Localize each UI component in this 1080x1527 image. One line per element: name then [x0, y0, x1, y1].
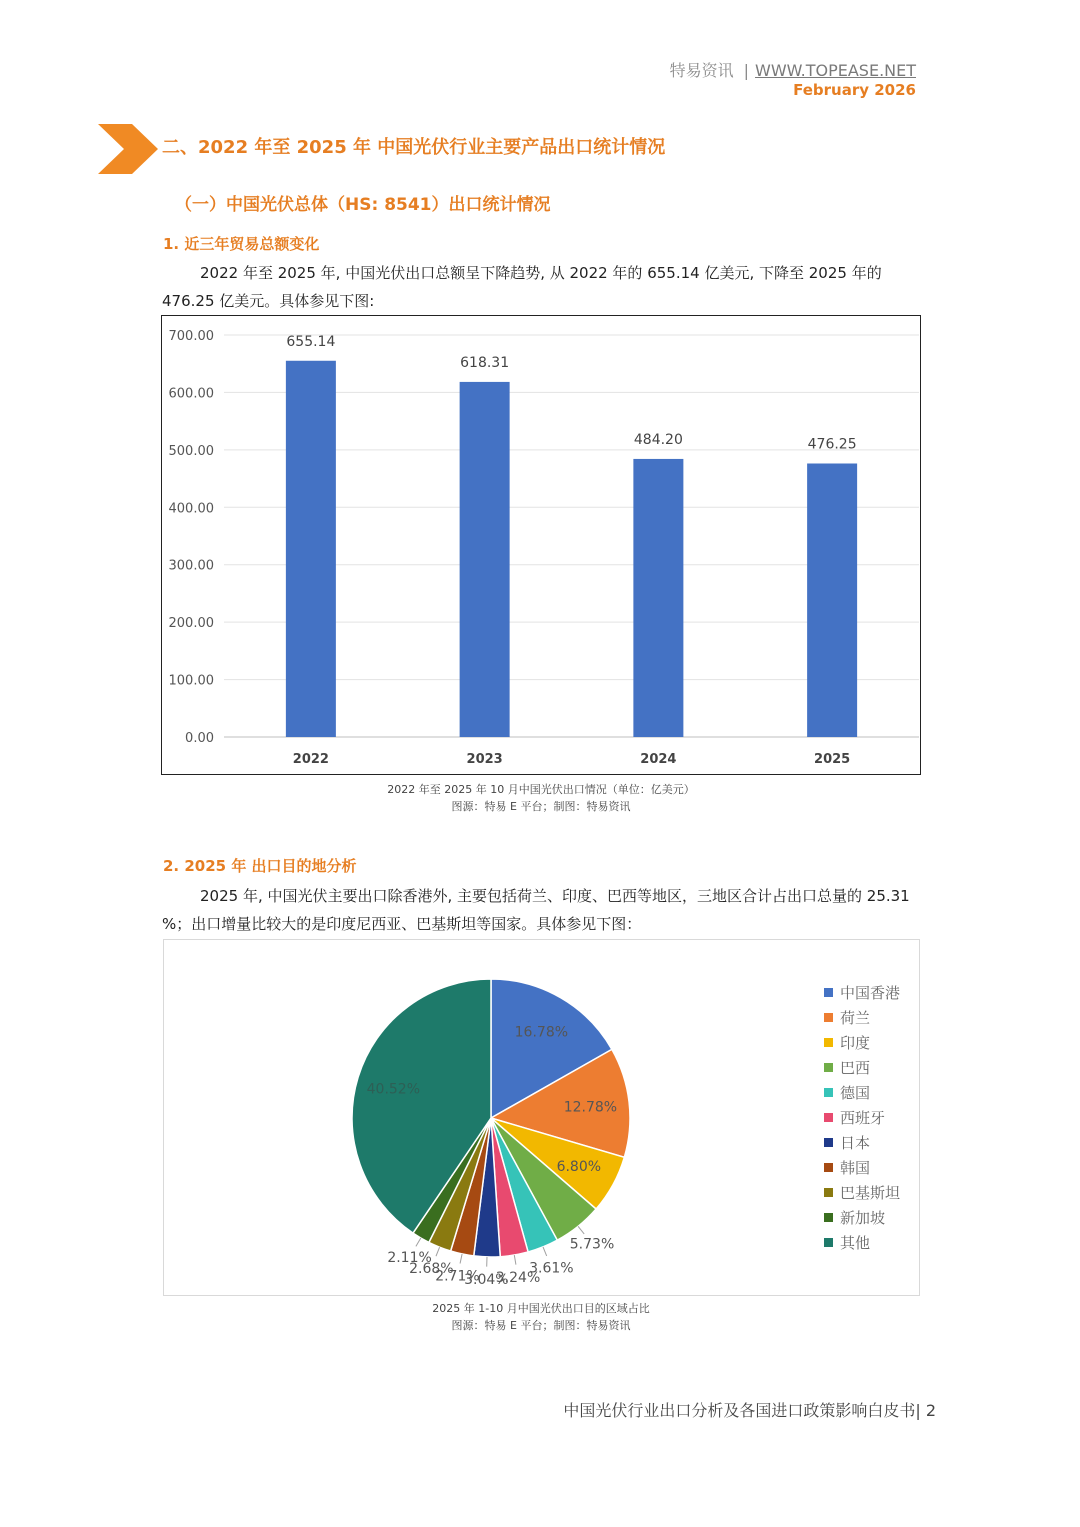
- header-date: February 2026: [793, 81, 916, 99]
- bar-2024: [633, 459, 683, 737]
- legend-label: 印度: [840, 1034, 871, 1052]
- header-separator: |: [743, 61, 750, 80]
- legend-label: 巴基斯坦: [840, 1184, 901, 1202]
- pie-data-label: 2.11%: [387, 1250, 432, 1267]
- legend-label: 新加坡: [840, 1209, 886, 1227]
- legend-label: 中国香港: [840, 984, 901, 1002]
- page-footer: [500, 1398, 936, 1421]
- y-tick-label: 700.00: [168, 329, 214, 344]
- leader-line: [543, 1247, 547, 1256]
- pie-data-label: 5.73%: [569, 1236, 615, 1253]
- chart2-caption-source: 图源：特易 E 平台；制图：特易资讯: [451, 1319, 631, 1332]
- item1-paragraph: 2022 年至 2025 年, 中国光伏出口总额呈下降趋势, 从 2022 年的 655.14 亿美元, 下降至 2025 年的 476.25 亿美元。具体参见下图:: [162, 264, 882, 310]
- pie-data-label: 3.24%: [495, 1269, 541, 1286]
- pie-chart: [163, 939, 920, 1296]
- item2-title: 2. 2025 年 出口目的地分析: [163, 857, 357, 875]
- legend-label: 荷兰: [840, 1009, 871, 1027]
- pie-data-label: 2.71%: [435, 1268, 480, 1285]
- pie-data-label: 2.68%: [409, 1260, 454, 1277]
- bar-value-label: 476.25: [807, 436, 857, 453]
- x-tick-label: 2023: [466, 752, 503, 767]
- bar-2025: [807, 463, 857, 737]
- legend-label: 日本: [840, 1134, 871, 1152]
- page-number: 2: [925, 1401, 936, 1420]
- pie-data-label: 16.78%: [514, 1024, 569, 1041]
- legend-swatch: [824, 1163, 833, 1172]
- legend-swatch: [824, 988, 833, 997]
- x-tick-label: 2022: [292, 752, 329, 767]
- y-tick-label: 400.00: [168, 501, 214, 517]
- bar-value-label: 618.31: [460, 354, 510, 371]
- brand-name: 特易资讯: [669, 61, 734, 80]
- pie-data-label: 3.04%: [464, 1272, 509, 1289]
- leader-line: [460, 1254, 462, 1264]
- footer-title: 中国光伏行业出口分析及各国进口政策影响白皮书|: [563, 1401, 921, 1420]
- section-title: 二、2022 年至 2025 年 中国光伏行业主要产品出口统计情况: [162, 137, 666, 158]
- x-tick-label: 2025: [814, 752, 851, 767]
- legend-swatch: [824, 1138, 833, 1147]
- chart2-caption-title: 2025 年 1-10 月中国光伏出口目的区域占比: [432, 1302, 650, 1315]
- legend-label: 其他: [840, 1234, 871, 1252]
- leader-line: [578, 1226, 584, 1234]
- x-tick-label: 2024: [640, 752, 677, 767]
- pie-data-label: 12.78%: [563, 1099, 618, 1116]
- bar-chart-svg: [162, 316, 919, 773]
- legend-swatch: [824, 1088, 833, 1097]
- legend-swatch: [824, 1063, 833, 1072]
- legend-label: 德国: [840, 1084, 871, 1102]
- site-link[interactable]: WWW.TOPEASE.NET: [755, 61, 916, 80]
- legend-swatch: [824, 1013, 833, 1022]
- leader-line: [514, 1255, 516, 1265]
- bar-2022: [286, 361, 336, 737]
- legend-label: 巴西: [840, 1059, 871, 1077]
- bar-chart: [161, 315, 921, 775]
- pie-data-label: 3.61%: [529, 1260, 574, 1277]
- legend-label: 韩国: [840, 1159, 871, 1177]
- bar-value-label: 484.20: [633, 431, 683, 448]
- y-tick-label: 300.00: [168, 558, 214, 574]
- chart1-caption-source: 图源：特易 E 平台；制图：特易资讯: [451, 800, 631, 813]
- subsection-title: （一）中国光伏总体（HS: 8541）出口统计情况: [175, 195, 551, 215]
- item2-paragraph: 2025 年, 中国光伏主要出口除香港外, 主要包括荷兰、印度、巴西等地区，三地区合计占出口总量的 25.31 %；出口增量比较大的是印度尼西亚、巴基斯坦等国家。具体参见下图：: [162, 887, 910, 933]
- y-tick-label: 0.00: [185, 731, 214, 746]
- legend-swatch: [824, 1213, 833, 1222]
- y-tick-label: 600.00: [168, 386, 214, 402]
- legend-label: 西班牙: [840, 1109, 886, 1127]
- legend-swatch: [824, 1238, 833, 1247]
- chart1-caption: [162, 781, 920, 815]
- legend-swatch: [824, 1038, 833, 1047]
- chart2-caption: [162, 1300, 920, 1334]
- header-brand: [600, 58, 916, 81]
- bar-2023: [460, 382, 510, 737]
- y-tick-label: 200.00: [168, 616, 214, 632]
- section-arrow-icon: [98, 124, 160, 174]
- legend-swatch: [824, 1113, 833, 1122]
- leader-line: [416, 1238, 421, 1246]
- y-tick-label: 100.00: [168, 673, 214, 689]
- chart1-caption-title: 2022 年至 2025 年 10 月中国光伏出口情况（单位：亿美元）: [387, 783, 695, 796]
- y-tick-label: 500.00: [168, 443, 214, 459]
- leader-line: [436, 1247, 440, 1256]
- pie-chart-svg: [164, 940, 919, 1295]
- legend-swatch: [824, 1188, 833, 1197]
- pie-data-label: 40.52%: [366, 1081, 421, 1098]
- bar-value-label: 655.14: [286, 333, 336, 350]
- pie-data-label: 6.80%: [556, 1158, 602, 1175]
- item1-title: 1. 近三年贸易总额变化: [163, 235, 320, 253]
